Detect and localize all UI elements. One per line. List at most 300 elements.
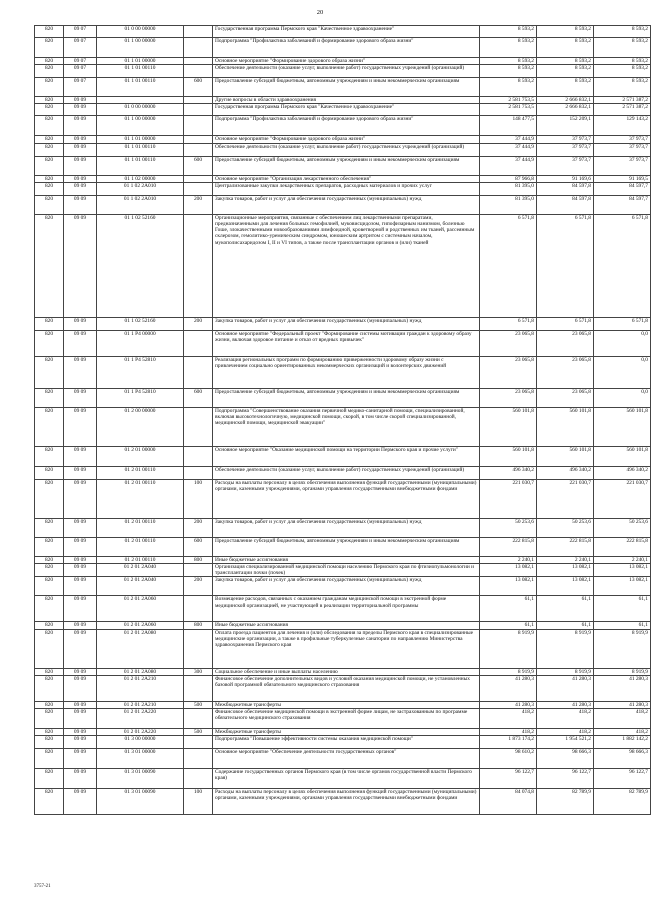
cell-target-article: 01 2 01 00000: [97, 446, 184, 466]
cell-target-article: 01 1 02 00000: [97, 175, 184, 182]
cell-amount-year2: 496 340,2: [537, 466, 594, 479]
table-row: [35, 479, 651, 518]
cell-razdel: 09 09: [64, 156, 97, 175]
table-row: [35, 564, 651, 577]
cell-target-article: 01 1 Р4 00000: [97, 330, 184, 356]
cell-amount-year2: 221 030,7: [537, 479, 594, 518]
cell-amount-year3: 82 789,9: [594, 789, 651, 815]
cell-name: Основное мероприятие "Организация лекарственного обеспечения": [213, 175, 480, 182]
cell-target-article: 01 1 01 00000: [97, 136, 184, 143]
table-row: [35, 356, 651, 388]
cell-name: Основное мероприятие "Формирование здорового образа жизни": [213, 136, 480, 143]
cell-name: Государственная программа Пермского края "Качественное здравоохранение": [213, 104, 480, 116]
cell-razdel: 09 09: [64, 675, 97, 701]
cell-glava: 820: [35, 789, 64, 815]
cell-expense-type: [184, 214, 213, 317]
table-row: [35, 330, 651, 356]
cell-name: Закупка товаров, работ и услуг для обеспечения государственных (муниципальных) нужд: [213, 577, 480, 596]
cell-amount-year2: 91 169,6: [537, 175, 594, 182]
cell-target-article: 01 2 01 2А220: [97, 709, 184, 729]
table-row: [35, 78, 651, 97]
table-row: [35, 577, 651, 596]
cell-amount-year2: 84 597,8: [537, 182, 594, 195]
cell-name: Межбюджетные трансферты: [213, 729, 480, 736]
cell-amount-year1: 13 082,1: [480, 577, 537, 596]
cell-glava: 820: [35, 518, 64, 537]
table-row: [35, 97, 651, 104]
cell-amount-year1: 221 030,7: [480, 479, 537, 518]
cell-glava: 820: [35, 701, 64, 708]
cell-amount-year1: 50 253,6: [480, 518, 537, 537]
cell-amount-year3: 6 571,8: [594, 317, 651, 330]
cell-expense-type: [184, 356, 213, 388]
cell-amount-year1: 8 919,9: [480, 629, 537, 668]
cell-razdel: 09 09: [64, 769, 97, 789]
cell-amount-year3: 8 593,2: [594, 26, 651, 38]
cell-expense-type: [184, 136, 213, 143]
cell-target-article: 01 1 01 00110: [97, 78, 184, 97]
cell-razdel: 09 09: [64, 407, 97, 446]
cell-name: Возмещение расходов, связанных с оказанием гражданам медицинской помощи в экстренной форме медицинской организацией, не участвующей в реализации территориальной программы: [213, 596, 480, 622]
cell-name: Предоставление субсидий бюджетным, автономным учреждениям и иным некоммерческим организациям: [213, 156, 480, 175]
cell-glava: 820: [35, 556, 64, 563]
cell-amount-year3: 37 973,7: [594, 136, 651, 143]
cell-razdel: 09 09: [64, 330, 97, 356]
cell-amount-year2: 560 101,8: [537, 407, 594, 446]
table-row: [35, 317, 651, 330]
table-row: [35, 466, 651, 479]
cell-expense-type: [184, 629, 213, 668]
cell-amount-year2: 13 082,1: [537, 564, 594, 577]
cell-expense-type: [184, 446, 213, 466]
cell-amount-year2: 8 593,2: [537, 58, 594, 65]
cell-amount-year3: 0,0: [594, 388, 651, 407]
cell-razdel: 09 07: [64, 78, 97, 97]
cell-amount-year2: 8 919,9: [537, 629, 594, 668]
table-row: [35, 596, 651, 622]
cell-amount-year1: 23 065,8: [480, 356, 537, 388]
cell-amount-year2: 418,2: [537, 709, 594, 729]
cell-amount-year2: 2 666 832,1: [537, 104, 594, 116]
table-row: [35, 446, 651, 466]
table-row: [35, 26, 651, 38]
cell-expense-type: 200: [184, 577, 213, 596]
cell-razdel: 09 09: [64, 556, 97, 563]
cell-amount-year1: 96 122,7: [480, 769, 537, 789]
cell-glava: 820: [35, 156, 64, 175]
cell-razdel: 09 07: [64, 65, 97, 78]
cell-target-article: 01 2 01 00110: [97, 537, 184, 556]
cell-amount-year1: 2 581 753,5: [480, 104, 537, 116]
cell-amount-year2: 1 954 521,2: [537, 736, 594, 749]
cell-amount-year1: 496 340,2: [480, 466, 537, 479]
cell-expense-type: [184, 564, 213, 577]
cell-amount-year3: 61,1: [594, 622, 651, 629]
cell-expense-type: [184, 104, 213, 116]
table-row: [35, 388, 651, 407]
cell-amount-year1: 41 280,3: [480, 675, 537, 701]
cell-target-article: 01 2 01 00110: [97, 556, 184, 563]
table-row: [35, 675, 651, 701]
cell-amount-year3: 129 143,2: [594, 116, 651, 136]
cell-target-article: 01 2 01 00110: [97, 518, 184, 537]
cell-expense-type: [184, 26, 213, 38]
cell-glava: 820: [35, 214, 64, 317]
cell-amount-year1: 8 593,2: [480, 65, 537, 78]
cell-expense-type: 100: [184, 789, 213, 815]
table-row: [35, 38, 651, 58]
table-row: [35, 729, 651, 736]
cell-amount-year1: 81 395,0: [480, 182, 537, 195]
cell-name: Обеспечение деятельности (оказание услуг, выполнение работ) государственных учреждений (организаций): [213, 466, 480, 479]
cell-amount-year2: 13 082,1: [537, 577, 594, 596]
cell-razdel: 09 09: [64, 143, 97, 156]
cell-expense-type: [184, 675, 213, 701]
cell-expense-type: 600: [184, 388, 213, 407]
cell-expense-type: [184, 749, 213, 769]
cell-target-article: 01 1 01 00110: [97, 156, 184, 175]
cell-amount-year1: 37 444,9: [480, 156, 537, 175]
cell-expense-type: 800: [184, 556, 213, 563]
cell-expense-type: [184, 58, 213, 65]
cell-name: Подпрограмма "Повышение эффективности системы оказания медицинской помощи": [213, 736, 480, 749]
cell-amount-year3: 41 280,3: [594, 675, 651, 701]
cell-razdel: 09 09: [64, 629, 97, 668]
cell-amount-year1: 81 395,0: [480, 195, 537, 214]
cell-target-article: 01 1 01 00110: [97, 65, 184, 78]
cell-amount-year1: 13 082,1: [480, 564, 537, 577]
cell-amount-year1: 2 581 753,5: [480, 97, 537, 104]
cell-target-article: 01 2 01 2А060: [97, 596, 184, 622]
cell-razdel: 09 09: [64, 175, 97, 182]
table-row: [35, 749, 651, 769]
cell-amount-year3: 8 919,9: [594, 629, 651, 668]
cell-expense-type: [184, 143, 213, 156]
cell-amount-year3: 1 882 142,2: [594, 736, 651, 749]
cell-amount-year2: 8 919,9: [537, 668, 594, 675]
cell-amount-year3: 8 593,2: [594, 65, 651, 78]
cell-razdel: 09 09: [64, 116, 97, 136]
cell-amount-year3: 496 340,2: [594, 466, 651, 479]
cell-expense-type: [184, 709, 213, 729]
cell-name: Предоставление субсидий бюджетным, автономным учреждениям и иным некоммерческим организациям: [213, 537, 480, 556]
cell-amount-year2: 61,1: [537, 622, 594, 629]
cell-amount-year1: 41 280,3: [480, 701, 537, 708]
cell-amount-year1: 222 815,8: [480, 537, 537, 556]
cell-amount-year2: 8 593,2: [537, 26, 594, 38]
cell-target-article: 01 2 01 2А220: [97, 729, 184, 736]
cell-glava: 820: [35, 317, 64, 330]
cell-target-article: 01 3 00 00000: [97, 736, 184, 749]
cell-amount-year3: 96 122,7: [594, 769, 651, 789]
cell-name: Подпрограмма "Совершенствование оказания первичной медико-санитарной помощи, специализированной, включая высокотехнологичную, медицинской помощи, скорой, в том числе скорой специализированной, медицинской помощи, медицинской эвакуации": [213, 407, 480, 446]
page-number: 20: [316, 9, 324, 16]
cell-amount-year3: 98 666,3: [594, 749, 651, 769]
cell-target-article: 01 1 Р4 52810: [97, 356, 184, 388]
cell-amount-year2: 98 666,3: [537, 749, 594, 769]
cell-expense-type: [184, 97, 213, 104]
cell-name: Государственная программа Пермского края "Качественное здравоохранение": [213, 26, 480, 38]
cell-amount-year2: 8 593,2: [537, 38, 594, 58]
cell-expense-type: [184, 175, 213, 182]
cell-expense-type: [184, 466, 213, 479]
table-row: [35, 175, 651, 182]
cell-amount-year1: 560 101,8: [480, 446, 537, 466]
cell-name: Другие вопросы в области здравоохранения: [213, 97, 480, 104]
cell-name: Содержание государственных органов Пермского края (в том числе органов государственной власти Пермского края): [213, 769, 480, 789]
cell-name: Закупка товаров, работ и услуг для обеспечения государственных (муниципальных) нужд: [213, 195, 480, 214]
cell-name: Закупка товаров, работ и услуг для обеспечения государственных (муниципальных) нужд: [213, 317, 480, 330]
cell-amount-year3: 6 571,8: [594, 214, 651, 317]
cell-amount-year2: 222 815,8: [537, 537, 594, 556]
cell-razdel: 09 07: [64, 38, 97, 58]
cell-name: Предоставление субсидий бюджетным, автономным учреждениям и иным некоммерческим организациям: [213, 388, 480, 407]
cell-amount-year3: 0,0: [594, 330, 651, 356]
cell-amount-year3: 222 815,8: [594, 537, 651, 556]
cell-amount-year2: 152 209,1: [537, 116, 594, 136]
cell-expense-type: [184, 38, 213, 58]
cell-amount-year2: 61,1: [537, 596, 594, 622]
cell-amount-year2: 23 065,8: [537, 388, 594, 407]
cell-razdel: 09 09: [64, 214, 97, 317]
cell-expense-type: 200: [184, 317, 213, 330]
cell-amount-year3: 560 101,8: [594, 407, 651, 446]
cell-amount-year2: 23 065,8: [537, 330, 594, 356]
cell-amount-year2: 2 666 832,1: [537, 97, 594, 104]
cell-amount-year2: 6 571,8: [537, 214, 594, 317]
cell-amount-year3: 13 082,1: [594, 564, 651, 577]
cell-name: Иные бюджетные ассигнования: [213, 556, 480, 563]
cell-name: Подпрограмма "Профилактика заболеваний и формирование здорового образа жизни": [213, 116, 480, 136]
cell-target-article: 01 2 01 2А040: [97, 564, 184, 577]
cell-glava: 820: [35, 736, 64, 749]
cell-amount-year2: 8 593,2: [537, 65, 594, 78]
table-row: [35, 769, 651, 789]
cell-name: Организация специализированной медицинской помощи населению Пермского края по фтизиопульмонологии и трансплантации почки (почек): [213, 564, 480, 577]
cell-amount-year3: 2 240,1: [594, 556, 651, 563]
cell-expense-type: [184, 736, 213, 749]
cell-target-article: 01 2 01 2А040: [97, 577, 184, 596]
cell-amount-year3: 37 973,7: [594, 143, 651, 156]
cell-target-article: 01 2 01 00110: [97, 466, 184, 479]
cell-name: Закупка товаров, работ и услуг для обеспечения государственных (муниципальных) нужд: [213, 518, 480, 537]
cell-name: Межбюджетные трансферты: [213, 701, 480, 708]
table-row: [35, 556, 651, 563]
document-code: 3757-21: [34, 884, 51, 889]
cell-amount-year3: 8 593,2: [594, 78, 651, 97]
cell-name: Расходы на выплаты персоналу в целях обеспечения выполнения функций государственными (муниципальными) органами, казенными учреждениями, органами управления государственными внебюджетными фондами: [213, 479, 480, 518]
cell-razdel: 09 09: [64, 446, 97, 466]
cell-amount-year2: 84 597,8: [537, 195, 594, 214]
cell-amount-year3: 61,1: [594, 596, 651, 622]
cell-name: Централизованные закупки лекарственных препаратов, расходных материалов и прочих услуг: [213, 182, 480, 195]
cell-glava: 820: [35, 769, 64, 789]
cell-amount-year3: 50 253,6: [594, 518, 651, 537]
cell-glava: 820: [35, 388, 64, 407]
cell-amount-year1: 8 919,9: [480, 668, 537, 675]
cell-glava: 820: [35, 356, 64, 388]
cell-name: Организационные мероприятия, связанные с обеспечением лиц лекарственными препаратами, предназначенными для лечения больных гемофилией, муковисцидозом, гипофизарным нанизмом, болезнью Гоше, злокачественными новообразованиями лимфоидной, кроветворной и родственных им тканей, рассеянным склерозом, гемолитико-уремическим синдромом, юношеским артритом с системным началом, мукополисахаридозом I, II и VI типов, а также после трансплантации органов и (или) тканей: [213, 214, 480, 317]
cell-name: Финансовое обеспечение медицинской помощи в экстренной форме лицам, не застрахованным по программе обязательного медицинского страхования: [213, 709, 480, 729]
cell-name: Обеспечение деятельности (оказание услуг, выполнение работ) государственных учреждений (организаций): [213, 65, 480, 78]
cell-target-article: 01 1 01 00110: [97, 143, 184, 156]
cell-target-article: 01 1 00 00000: [97, 116, 184, 136]
cell-glava: 820: [35, 38, 64, 58]
cell-amount-year2: 82 789,9: [537, 789, 594, 815]
cell-amount-year3: 8 593,2: [594, 58, 651, 65]
table-row: [35, 629, 651, 668]
cell-amount-year2: 23 065,8: [537, 356, 594, 388]
cell-amount-year1: 8 593,2: [480, 38, 537, 58]
cell-razdel: 09 09: [64, 577, 97, 596]
budget-table-body: [35, 26, 651, 815]
table-row: [35, 407, 651, 446]
cell-name: Основное мероприятие "Федеральный проект "Формирование системы мотивации граждан к здоровому образу жизни, включая здоровое питание и отказ от вредных привычек": [213, 330, 480, 356]
cell-target-article: 01 3 01 00000: [97, 749, 184, 769]
cell-name: Финансовое обеспечение дополнительных видов и условий оказания медицинской помощи, не установленных базовой программой обязательного медицинского страхования: [213, 675, 480, 701]
cell-expense-type: 500: [184, 701, 213, 708]
cell-glava: 820: [35, 26, 64, 38]
cell-amount-year2: 8 593,2: [537, 78, 594, 97]
cell-razdel: 09 09: [64, 97, 97, 104]
cell-amount-year2: 37 973,7: [537, 136, 594, 143]
cell-amount-year1: 418,2: [480, 729, 537, 736]
cell-glava: 820: [35, 479, 64, 518]
cell-expense-type: [184, 182, 213, 195]
cell-amount-year2: 418,2: [537, 729, 594, 736]
cell-name: Подпрограмма "Профилактика заболеваний и формирование здорового образа жизни": [213, 38, 480, 58]
cell-expense-type: [184, 330, 213, 356]
cell-target-article: 01 1 00 00000: [97, 38, 184, 58]
cell-expense-type: 500: [184, 729, 213, 736]
table-row: [35, 668, 651, 675]
cell-amount-year2: 37 973,7: [537, 143, 594, 156]
table-row: [35, 143, 651, 156]
cell-amount-year2: 37 973,7: [537, 156, 594, 175]
cell-expense-type: [184, 65, 213, 78]
cell-amount-year1: 87 966,8: [480, 175, 537, 182]
cell-amount-year2: 2 240,1: [537, 556, 594, 563]
cell-glava: 820: [35, 143, 64, 156]
cell-glava: 820: [35, 709, 64, 729]
cell-target-article: 01 3 01 00090: [97, 769, 184, 789]
cell-glava: 820: [35, 675, 64, 701]
cell-razdel: 09 09: [64, 709, 97, 729]
cell-amount-year1: 560 101,8: [480, 407, 537, 446]
cell-amount-year3: 8 593,2: [594, 38, 651, 58]
cell-razdel: 09 09: [64, 736, 97, 749]
cell-glava: 820: [35, 668, 64, 675]
cell-expense-type: 300: [184, 668, 213, 675]
cell-amount-year2: 560 101,8: [537, 446, 594, 466]
cell-glava: 820: [35, 58, 64, 65]
cell-amount-year3: 560 101,8: [594, 446, 651, 466]
cell-name: Обеспечение деятельности (оказание услуг, выполнение работ) государственных учреждений (организаций): [213, 143, 480, 156]
cell-razdel: 09 09: [64, 182, 97, 195]
cell-expense-type: [184, 116, 213, 136]
table-row: [35, 701, 651, 708]
cell-expense-type: 600: [184, 78, 213, 97]
cell-amount-year1: 148 477,5: [480, 116, 537, 136]
table-row: [35, 195, 651, 214]
cell-target-article: 01 2 01 2А210: [97, 701, 184, 708]
cell-glava: 820: [35, 629, 64, 668]
cell-target-article: 01 2 00 00000: [97, 407, 184, 446]
table-row: [35, 104, 651, 116]
cell-amount-year1: 23 065,8: [480, 388, 537, 407]
cell-glava: 820: [35, 577, 64, 596]
cell-expense-type: 600: [184, 156, 213, 175]
cell-amount-year3: 13 082,1: [594, 577, 651, 596]
cell-glava: 820: [35, 330, 64, 356]
cell-amount-year3: 91 169,5: [594, 175, 651, 182]
cell-razdel: 09 07: [64, 26, 97, 38]
cell-target-article: 01 1 02 2А010: [97, 182, 184, 195]
cell-amount-year1: 98 610,2: [480, 749, 537, 769]
cell-glava: 820: [35, 136, 64, 143]
cell-name: Основное мероприятие "Формирование здорового образа жизни": [213, 58, 480, 65]
cell-expense-type: 600: [184, 537, 213, 556]
budget-table: [34, 25, 651, 815]
table-row: [35, 156, 651, 175]
table-row: [35, 709, 651, 729]
cell-razdel: 09 09: [64, 356, 97, 388]
cell-name: Основное мероприятие "Обеспечение деятельности государственных органов": [213, 749, 480, 769]
cell-amount-year2: 6 571,8: [537, 317, 594, 330]
cell-razdel: 09 09: [64, 668, 97, 675]
cell-razdel: 09 09: [64, 749, 97, 769]
cell-amount-year3: 37 973,7: [594, 156, 651, 175]
cell-glava: 820: [35, 749, 64, 769]
cell-razdel: 09 09: [64, 564, 97, 577]
cell-target-article: 01 0 00 00000: [97, 26, 184, 38]
cell-target-article: 01 1 01 00000: [97, 58, 184, 65]
cell-name: Социальное обеспечение и иные выплаты населению: [213, 668, 480, 675]
cell-amount-year1: 418,2: [480, 709, 537, 729]
cell-expense-type: 200: [184, 195, 213, 214]
cell-glava: 820: [35, 596, 64, 622]
cell-amount-year1: 37 444,9: [480, 143, 537, 156]
cell-name: Иные бюджетные ассигнования: [213, 622, 480, 629]
cell-amount-year1: 84 074,8: [480, 789, 537, 815]
cell-target-article: 01 1 02 52160: [97, 317, 184, 330]
cell-amount-year1: 37 444,9: [480, 136, 537, 143]
cell-expense-type: [184, 407, 213, 446]
cell-razdel: 09 09: [64, 388, 97, 407]
cell-razdel: 09 09: [64, 479, 97, 518]
cell-amount-year1: 6 571,8: [480, 214, 537, 317]
cell-glava: 820: [35, 78, 64, 97]
cell-expense-type: 200: [184, 518, 213, 537]
cell-glava: 820: [35, 104, 64, 116]
cell-razdel: 09 09: [64, 195, 97, 214]
cell-amount-year1: 8 593,2: [480, 78, 537, 97]
cell-amount-year3: 8 919,9: [594, 668, 651, 675]
table-row: [35, 518, 651, 537]
cell-glava: 820: [35, 175, 64, 182]
cell-glava: 820: [35, 97, 64, 104]
cell-target-article: 01 2 01 2А210: [97, 675, 184, 701]
cell-amount-year1: 61,1: [480, 596, 537, 622]
cell-target-article: 01 2 01 2А080: [97, 668, 184, 675]
cell-razdel: 09 09: [64, 789, 97, 815]
cell-amount-year2: 41 280,3: [537, 675, 594, 701]
cell-razdel: 09 09: [64, 729, 97, 736]
cell-glava: 820: [35, 182, 64, 195]
cell-target-article: [97, 97, 184, 104]
table-row: [35, 622, 651, 629]
table-row: [35, 136, 651, 143]
